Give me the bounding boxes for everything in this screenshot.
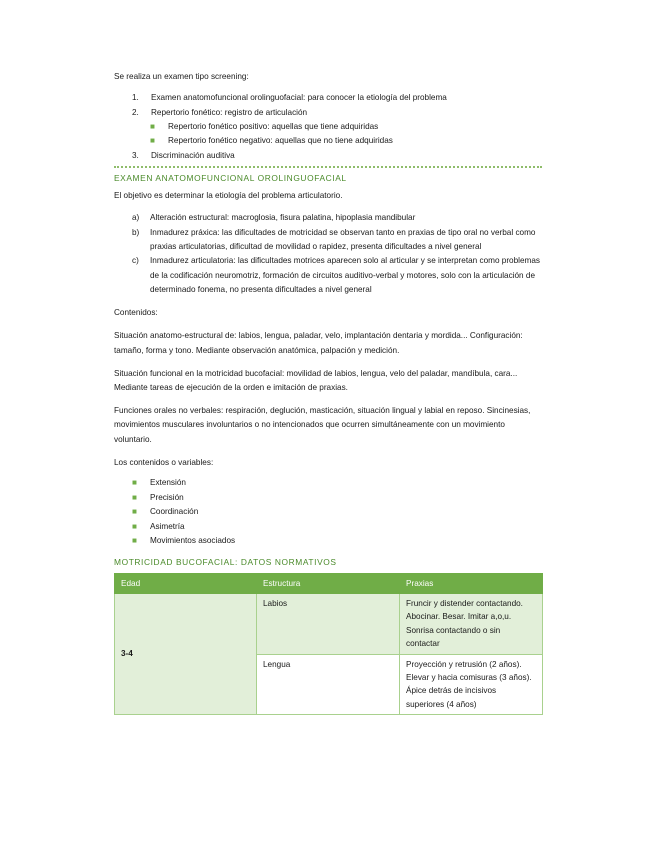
variable-item [114,491,542,506]
paragraph-anatomy: Situación anatomo-estructural de: labios, lengua, paladar, velo, implantación dentaria y mordida... Configuración: tamaño, forma y tono. Mediante observación anatómica, palpación y medición. [114,331,523,355]
intro-text: Se realiza un examen tipo screening: [114,72,249,81]
variable-text: Precisión [150,492,184,502]
section-divider [114,166,542,168]
variable-text: Extensión [150,478,186,488]
etiology-item [114,226,542,255]
variable-item [114,505,542,520]
exam-list-item [114,91,542,105]
etiology-text: Inmadurez práxica: las dificultades de motricidad se observan tanto en praxias de tipo oral no verbal como praxias articulatorias, dificultad de movilidad o rapidez, presenta dificultades a nivel general [150,227,536,252]
sublist-item [114,134,542,148]
etiology-text: Alteración estructural: macroglosia, fisura palatina, hipoplasia mandibular [150,213,416,223]
bullet-icon: ■ [132,521,137,531]
etiology-item [114,211,542,225]
bullet-icon: ■ [132,507,137,517]
variable-text: Asimetría [150,521,185,531]
header-age: Edad [115,574,257,594]
sublist-text: Repertorio fonético positivo: aquellas que tiene adquiridas [168,122,379,132]
list-text: Discriminación auditiva [151,150,235,160]
normative-table [114,573,543,715]
document-page [114,70,542,715]
table-title: MOTRICIDAD BUCOFACIAL: DATOS NORMATIVOS [114,557,337,568]
sublist-text: Repertorio fonético negativo: aquellas que no tiene adquiridas [168,136,393,146]
list-letter: c) [132,256,139,266]
objective-text: El objetivo es determinar la etiología del problema articulatorio. [114,191,343,201]
exam-list-item [114,149,542,163]
table-row [115,594,543,655]
variable-item [114,476,542,491]
contents-label: Contenidos: [114,308,158,318]
phonetic-sublist [114,120,542,149]
praxias-cell: Fruncir y distender contactando. Abocinar. Besar. Imitar a,o,u. Sonrisa contactando o sin contactar [400,594,543,655]
table-header-row [115,574,543,594]
bullet-icon: ■ [132,536,137,546]
section-title: EXAMEN ANATOMOFUNCIONAL OROLINGUOFACIAL [114,173,347,184]
bullet-icon: ■ [150,136,155,146]
list-number: 1. [132,93,139,103]
bullet-icon: ■ [132,492,137,502]
variable-item [114,520,542,535]
structure-cell: Lengua [257,654,400,715]
etiology-item [114,254,542,297]
praxias-cell: Proyección y retrusión (2 años). Elevar y hacia comisuras (3 años). Ápice detrás de incisivos superiores (4 años) [400,654,543,715]
etiology-text: Inmadurez articulatoria: las dificultades motrices aparecen solo al articular y se interpretan como problemas de la codificación neuromotriz, formación de circuitos auditivo-verbal y motores, solo con la articulación de determinado fonema, no presenta dificultades a nivel general [150,256,540,294]
variables-label: Los contenidos o variables: [114,457,214,467]
header-praxias: Praxias [400,574,543,594]
bullet-icon: ■ [132,478,137,488]
sublist-item [114,120,542,134]
age-cell: 3-4 [115,594,257,715]
paragraph-oral-functions: Funciones orales no verbales: respiración, deglución, masticación, situación lingual y labial en reposo. Sincinesias, movimientos musculares involuntarios o no intencionados que ocurren simultáneamente con un movimiento voluntario. [114,406,531,444]
list-text: Examen anatomofuncional orolinguofacial: para conocer la etiología del problema [151,93,447,103]
list-letter: b) [132,227,140,237]
variables-list [114,476,542,549]
list-number: 3. [132,150,139,160]
etiology-list [114,211,542,297]
bullet-icon: ■ [150,122,155,132]
structure-cell: Labios [257,594,400,655]
exam-list [114,91,542,163]
variable-text: Movimientos asociados [150,536,236,546]
variable-text: Coordinación [150,507,199,517]
header-structure: Estructura [257,574,400,594]
variable-item [114,534,542,549]
paragraph-function: Situación funcional en la motricidad bucofacial: movilidad de labios, lengua, velo del paladar, mandíbula, cara... Mediante tareas de ejecución de la orden e imitación de praxias. [114,368,518,393]
list-letter: a) [132,213,140,223]
exam-list-item [114,106,542,149]
list-number: 2. [132,107,139,117]
list-text: Repertorio fonético: registro de articulación [151,107,308,117]
